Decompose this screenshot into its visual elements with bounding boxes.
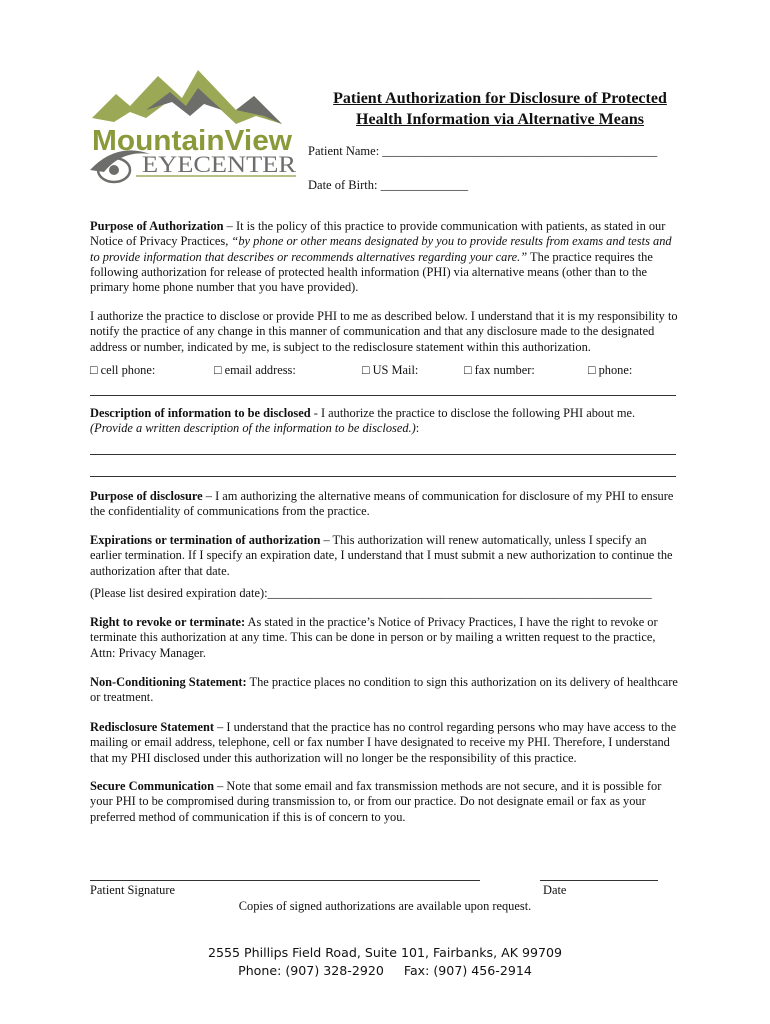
expiration-date-field[interactable] bbox=[90, 586, 680, 601]
patient-name-label: Patient Name: bbox=[308, 144, 383, 158]
expiration-date-label: (Please list desired expiration date): bbox=[90, 586, 268, 600]
expiration-heading: Expirations or termination of authorization bbox=[90, 533, 321, 547]
redisclosure-section bbox=[90, 720, 680, 766]
option-us-mail[interactable] bbox=[362, 363, 418, 378]
non-conditioning-text: The practice places no condition to sign this authorization on its delivery of healthcare or treatment. bbox=[90, 675, 678, 705]
option-label: US Mail: bbox=[369, 363, 419, 377]
non-conditioning-section bbox=[90, 675, 680, 706]
expiration-section bbox=[90, 533, 680, 579]
footer-fax: Fax: (907) 456-2914 bbox=[403, 963, 532, 978]
date-label: Date bbox=[543, 883, 567, 897]
date-line[interactable] bbox=[540, 880, 658, 881]
description-text: - I authorize the practice to disclose the following PHI about me. bbox=[310, 406, 636, 420]
description-line-1[interactable] bbox=[90, 454, 676, 455]
footer-contact bbox=[0, 963, 770, 978]
patient-name-field[interactable] bbox=[308, 144, 657, 159]
option-phone[interactable] bbox=[588, 363, 632, 378]
logo-text-mountainview: MountainView bbox=[92, 125, 293, 157]
purpose-of-authorization-section bbox=[90, 219, 680, 295]
option-cell-phone[interactable] bbox=[90, 363, 155, 378]
description-colon: : bbox=[415, 421, 420, 436]
purpose-of-disclosure-section bbox=[90, 489, 680, 520]
right-to-revoke-text: As stated in the practice’s Notice of Privacy Practices, I have the right to revoke or terminate this authorization at any time. This can be done in person or by mailing a written request to the practice, Attn: Privacy Manager. bbox=[90, 615, 658, 660]
option-label: email address: bbox=[221, 363, 296, 377]
secure-communication-section bbox=[90, 779, 680, 825]
right-to-revoke-heading: Right to revoke or terminate: bbox=[90, 615, 246, 629]
patient-signature-line[interactable] bbox=[90, 880, 480, 881]
date-of-birth-blank[interactable]: ______________ bbox=[380, 178, 469, 192]
footer-phone: Phone: (907) 328-2920 bbox=[238, 963, 384, 978]
checkbox-icon[interactable]: □ bbox=[362, 363, 370, 377]
option-email-address[interactable] bbox=[214, 363, 296, 378]
option-label: phone: bbox=[595, 363, 633, 377]
checkbox-icon[interactable]: □ bbox=[588, 363, 596, 377]
purpose-of-authorization-text: – It is the policy of this practice to provide communication with patients, as stated in our Notice of Privacy Practices, bbox=[90, 219, 666, 249]
redisclosure-text: – I understand that the practice has no control regarding persons who may have access to the mailing or email address, telephone, cell or fax number I have designated to receive my PHI. Therefore, I understand that my PHI disclosed under this authorization will no longer be the responsibility of this practice. bbox=[90, 720, 677, 765]
form-title bbox=[308, 88, 692, 130]
mountain-view-eye-center-logo bbox=[86, 66, 302, 190]
footer-address: 2555 Phillips Field Road, Suite 101, Fairbanks, AK 99709 bbox=[207, 945, 563, 960]
option-label: fax number: bbox=[471, 363, 535, 377]
right-to-revoke-section bbox=[90, 615, 680, 661]
description-instruction: (Provide a written description of the information to be disclosed.) bbox=[90, 421, 416, 436]
contact-details-line[interactable] bbox=[90, 395, 676, 396]
form-title-line2: Health Information via Alternative Means bbox=[356, 111, 644, 128]
purpose-of-authorization-quote: “by phone or other means designated by you to provide results from exams and tests and to provide information that describes or recommends alternatives regarding your care.” bbox=[90, 234, 672, 264]
purpose-of-disclosure-heading: Purpose of disclosure bbox=[90, 489, 203, 503]
description-heading: Description of information to be disclosed bbox=[90, 406, 311, 420]
expiration-date-blank[interactable]: ______________________________________________________________ bbox=[267, 586, 652, 600]
purpose-of-authorization-text-2: The practice requires the following authorization for release of protected health information (PHI) via alternative means (other than to the primary home phone number that you have provided). bbox=[90, 249, 653, 295]
patient-name-blank[interactable]: ____________________________________________ bbox=[382, 144, 658, 158]
purpose-of-authorization-heading: Purpose of Authorization bbox=[90, 219, 224, 233]
secure-communication-text: – Note that some email and fax transmission methods are not secure, and it is possible for your PHI to be compromised during transmission to, or from our practice. Do not designate email or fax as your preferred method of communication if this is of concern to you. bbox=[90, 779, 662, 824]
non-conditioning-heading: Non-Conditioning Statement: bbox=[90, 675, 247, 689]
checkbox-icon[interactable]: □ bbox=[90, 363, 98, 377]
copies-note: Copies of signed authorizations are available upon request. bbox=[238, 899, 532, 913]
expiration-text: – This authorization will renew automatically, unless I specify an earlier termination. If I specify an expiration date, I understand that I must submit a new authorization to continue the authorization after that date. bbox=[90, 533, 673, 578]
date-of-birth-field[interactable] bbox=[308, 178, 468, 193]
logo-text-eyecenter: EYECENTER bbox=[142, 152, 297, 177]
date-of-birth-label: Date of Birth: bbox=[308, 178, 381, 192]
checkbox-icon[interactable]: □ bbox=[464, 363, 472, 377]
contact-options bbox=[90, 363, 680, 379]
checkbox-icon[interactable]: □ bbox=[214, 363, 222, 377]
authorize-paragraph-text: I authorize the practice to disclose or provide PHI to me as described below. I understand that it is my responsibility to notify the practice of any change in this manner of communication and that any disclosure made to the designated address or number, indicated by me, is subject to the redisclosure statement within this authorization. bbox=[90, 309, 678, 354]
redisclosure-heading: Redisclosure Statement bbox=[90, 720, 215, 734]
patient-signature-label: Patient Signature bbox=[90, 883, 175, 897]
form-title-line1: Patient Authorization for Disclosure of Protected bbox=[333, 90, 667, 107]
purpose-of-disclosure-text: – I am authorizing the alternative means of communication for disclosure of my PHI to ensure the confidentiality of communications from the practice. bbox=[90, 489, 674, 519]
description-line-2[interactable] bbox=[90, 476, 676, 477]
authorize-paragraph bbox=[90, 309, 680, 355]
description-section bbox=[90, 406, 680, 437]
option-fax-number[interactable] bbox=[464, 363, 535, 378]
mountain-logo-icon bbox=[86, 66, 302, 190]
secure-communication-heading: Secure Communication bbox=[90, 779, 215, 793]
option-label: cell phone: bbox=[97, 363, 156, 377]
